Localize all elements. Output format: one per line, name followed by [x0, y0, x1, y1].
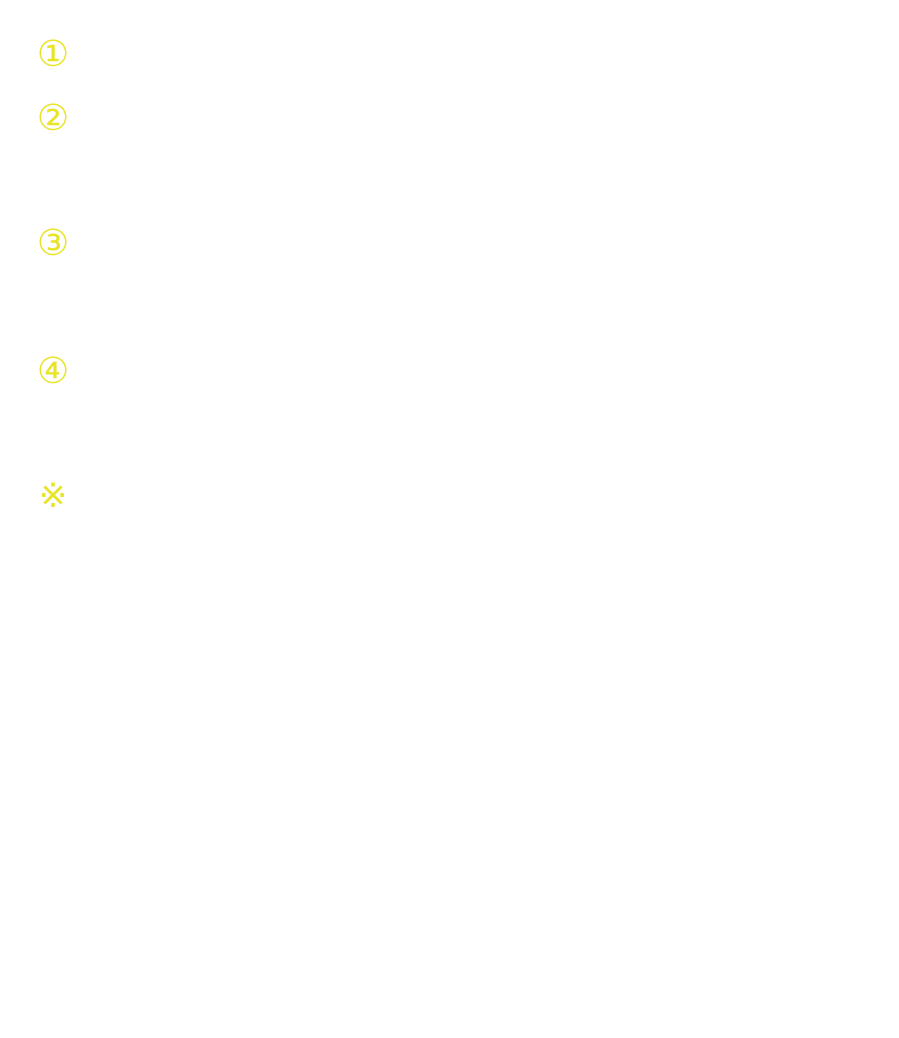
circled-number-1: ①: [36, 34, 70, 75]
reference-mark-icon: ※: [38, 476, 68, 516]
circled-number-3: ③: [36, 223, 70, 264]
circled-number-4: ④: [36, 351, 70, 392]
circled-number-2: ②: [36, 98, 70, 139]
